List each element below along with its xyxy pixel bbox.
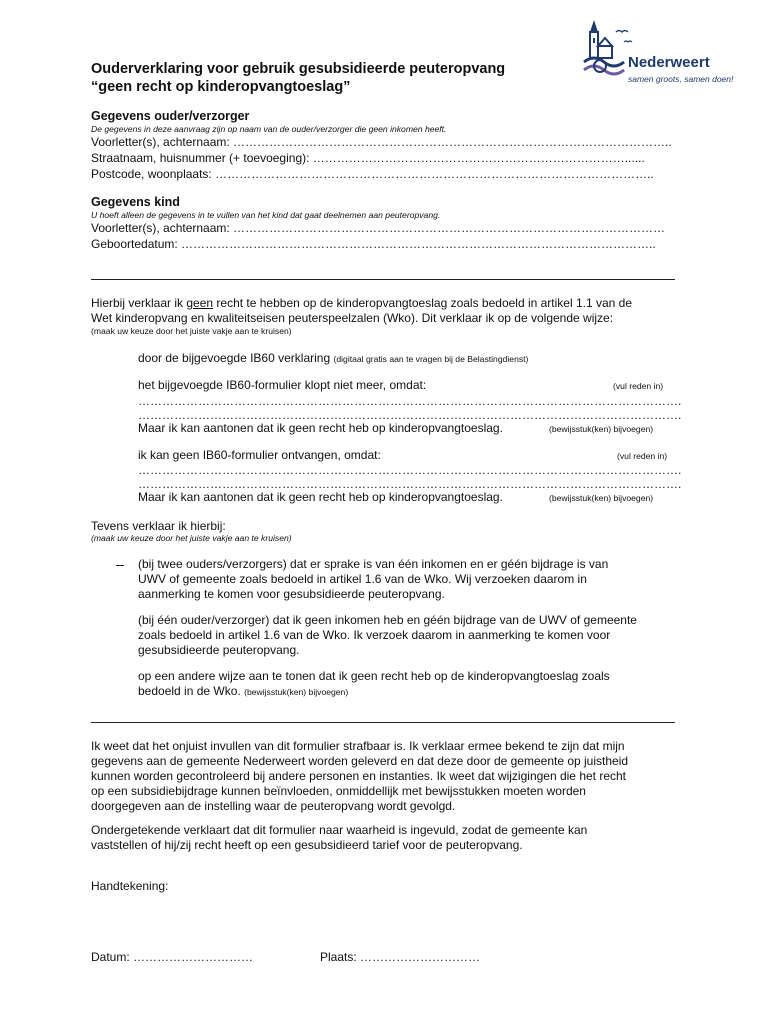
closing-p2-line-1: Ondergetekende verklaart dat dit formulier naar waarheid is ingevuld, zodat de gemeente kan <box>91 823 588 837</box>
also-heading: Tevens verklaar ik hierbij: <box>91 519 226 533</box>
logo-tagline: samen groots, samen doen! <box>628 74 734 84</box>
child-heading: Gegevens kind <box>91 195 180 209</box>
closing-p1-line-5: doorgegeven aan de instelling waar de peuteropvang wordt gevolgd. <box>91 799 456 813</box>
child-name-field[interactable]: Voorletter(s), achternaam: ……………………………………………………………………………………………… <box>91 221 666 235</box>
separator-2 <box>91 722 675 723</box>
declaration-line-2: Wet kinderopvang en kwaliteitseisen peuterspeelzalen (Wko). Dit verklaar ik op de volgende wijze: <box>91 311 614 325</box>
option-3-label[interactable]: ik kan geen IB60-formulier ontvangen, omdat: <box>138 448 381 462</box>
title-line-1: Ouderverklaring voor gebruik gesubsidieerde peuteropvang <box>91 61 506 77</box>
option-3-reason-line-1[interactable]: ………………………………………………………………………………………………………………………. <box>138 463 682 477</box>
option-1-note: (digitaal gratis aan te vragen bij de Belastingdienst) <box>333 354 529 364</box>
also-option-1[interactable] <box>138 557 608 602</box>
option-3-note: (vul reden in) <box>617 451 668 461</box>
option-ib60-attached[interactable] <box>138 351 528 365</box>
option-2-reason-line-2[interactable]: ………………………………………………………………………………………………………………………. <box>138 408 682 422</box>
checkbox-dash[interactable] <box>116 565 124 566</box>
also-option-1-line-3: aanmerking te komen voor gesubsidieerde peuteropvang. <box>138 587 445 601</box>
parent-note: De gegevens in deze aanvraag zijn op naam van de ouder/verzorger die geen inkomen heeft. <box>91 124 447 134</box>
also-option-1-line-1: (bij twee ouders/verzorgers) dat er sprake is van één inkomen en er géén bijdrage is van <box>138 557 609 571</box>
also-option-2-line-2: zoals bedoeld in artikel 1.6 van de Wko. Ik verzoek daarom in aanmerking te komen voor <box>138 628 611 642</box>
closing-p1-line-2: gegevens aan de gemeente Nederweert worden geleverd en dat deze door de gemeente op juistheid <box>91 754 629 768</box>
closing-paragraph-2 <box>91 823 587 853</box>
also-option-3-line-1: op een andere wijze aan te tonen dat ik geen recht heb op de kinderopvangtoeslag zoals <box>138 669 610 683</box>
option-2-proof: Maar ik kan aantonen dat ik geen recht heb op kinderopvangtoeslag. <box>138 421 503 435</box>
also-option-2-line-3: gesubsidieerde peuteropvang. <box>138 643 300 657</box>
closing-p2-line-2: vaststellen of hij/zij recht heeft op een gesubsidieerd tarief voor de peuteropvang. <box>91 838 523 852</box>
also-note: (maak uw keuze door het juiste vakje aan te kruisen) <box>91 533 292 543</box>
title-line-2: “geen recht op kinderopvangtoeslag” <box>91 79 351 95</box>
option-3-proof-note: (bewijsstuk(ken) bijvoegen) <box>549 493 654 503</box>
nederweert-logo <box>576 18 756 88</box>
separator-1 <box>91 279 675 280</box>
option-2-reason-line-1[interactable]: ………………………………………………………………………………………………………………………. <box>138 394 682 408</box>
parent-address-field[interactable]: Straatnaam, huisnummer (+ toevoeging): ……………………………………………………………………...... <box>91 151 645 165</box>
also-option-3-note: (bewijsstuk(ken) bijvoegen) <box>244 687 349 697</box>
also-option-3-line-2: bedoeld in de Wko. <box>138 684 241 698</box>
closing-paragraph-1 <box>91 739 628 814</box>
closing-p1-line-1: Ik weet dat het onjuist invullen van dit formulier strafbaar is. Ik verklaar ermee bekend te zijn dat mijn <box>91 739 625 753</box>
place-field[interactable]: Plaats: ………………………… <box>320 950 481 964</box>
option-3-proof: Maar ik kan aantonen dat ik geen recht heb op kinderopvangtoeslag. <box>138 490 503 504</box>
document-title <box>91 60 505 96</box>
declaration-note: (maak uw keuze door het juiste vakje aan te kruisen) <box>91 326 292 336</box>
also-option-1-line-2: UWV of gemeente zoals bedoeld in artikel 1.6 van de Wko. Wij verzoeken daarom in <box>138 572 587 586</box>
option-2-note: (vul reden in) <box>613 381 664 391</box>
option-2-label[interactable]: het bijgevoegde IB60-formulier klopt niet meer, omdat: <box>138 378 427 392</box>
date-field[interactable]: Datum: ………………………… <box>91 950 254 964</box>
child-note: U hoeft alleen de gegevens in te vullen van het kind dat gaat deelnemen aan peuteropvang. <box>91 210 441 220</box>
child-birthdate-field[interactable]: Geboortedatum: ……………………………………………………………………………………………………….. <box>91 237 656 251</box>
also-option-2-line-1: (bij één ouder/verzorger) dat ik geen inkomen heb en géén bijdrage van de UWV of gemeente <box>138 613 637 627</box>
parent-heading: Gegevens ouder/verzorger <box>91 109 250 123</box>
declaration-line-1 <box>91 296 632 311</box>
option-2-proof-note: (bewijsstuk(ken) bijvoegen) <box>549 424 654 434</box>
option-1-label: door de bijgevoegde IB60 verklaring <box>138 351 331 365</box>
option-3-reason-line-2[interactable]: ………………………………………………………………………………………………………………………. <box>138 477 682 491</box>
closing-p1-line-4: op een subsidiebijdrage kunnen beïnvloeden, onmiddellijk met bewijsstukken moeten worden <box>91 784 586 798</box>
closing-p1-line-3: kunnen worden gecontroleerd bij andere personen en instanties. Ik weet dat wijzigingen die het recht <box>91 769 627 783</box>
also-option-2[interactable] <box>138 613 637 658</box>
parent-name-field[interactable]: Voorletter(s), achternaam: ……………………………………………………………………………………………….. <box>91 135 672 149</box>
also-option-3[interactable] <box>138 669 610 700</box>
declaration-geen: geen <box>186 296 214 310</box>
declaration-text-b: recht te hebben op de kinderopvangtoeslag zoals bedoeld in artikel 1.1 van de <box>213 296 633 310</box>
declaration-text-a: Hierbij verklaar ik <box>91 296 187 310</box>
logo-name: Nederweert <box>628 54 710 71</box>
parent-postcode-field[interactable]: Postcode, woonplaats: ……………………………………………………………………………………………….. <box>91 167 654 181</box>
signature-label: Handtekening: <box>91 879 169 893</box>
